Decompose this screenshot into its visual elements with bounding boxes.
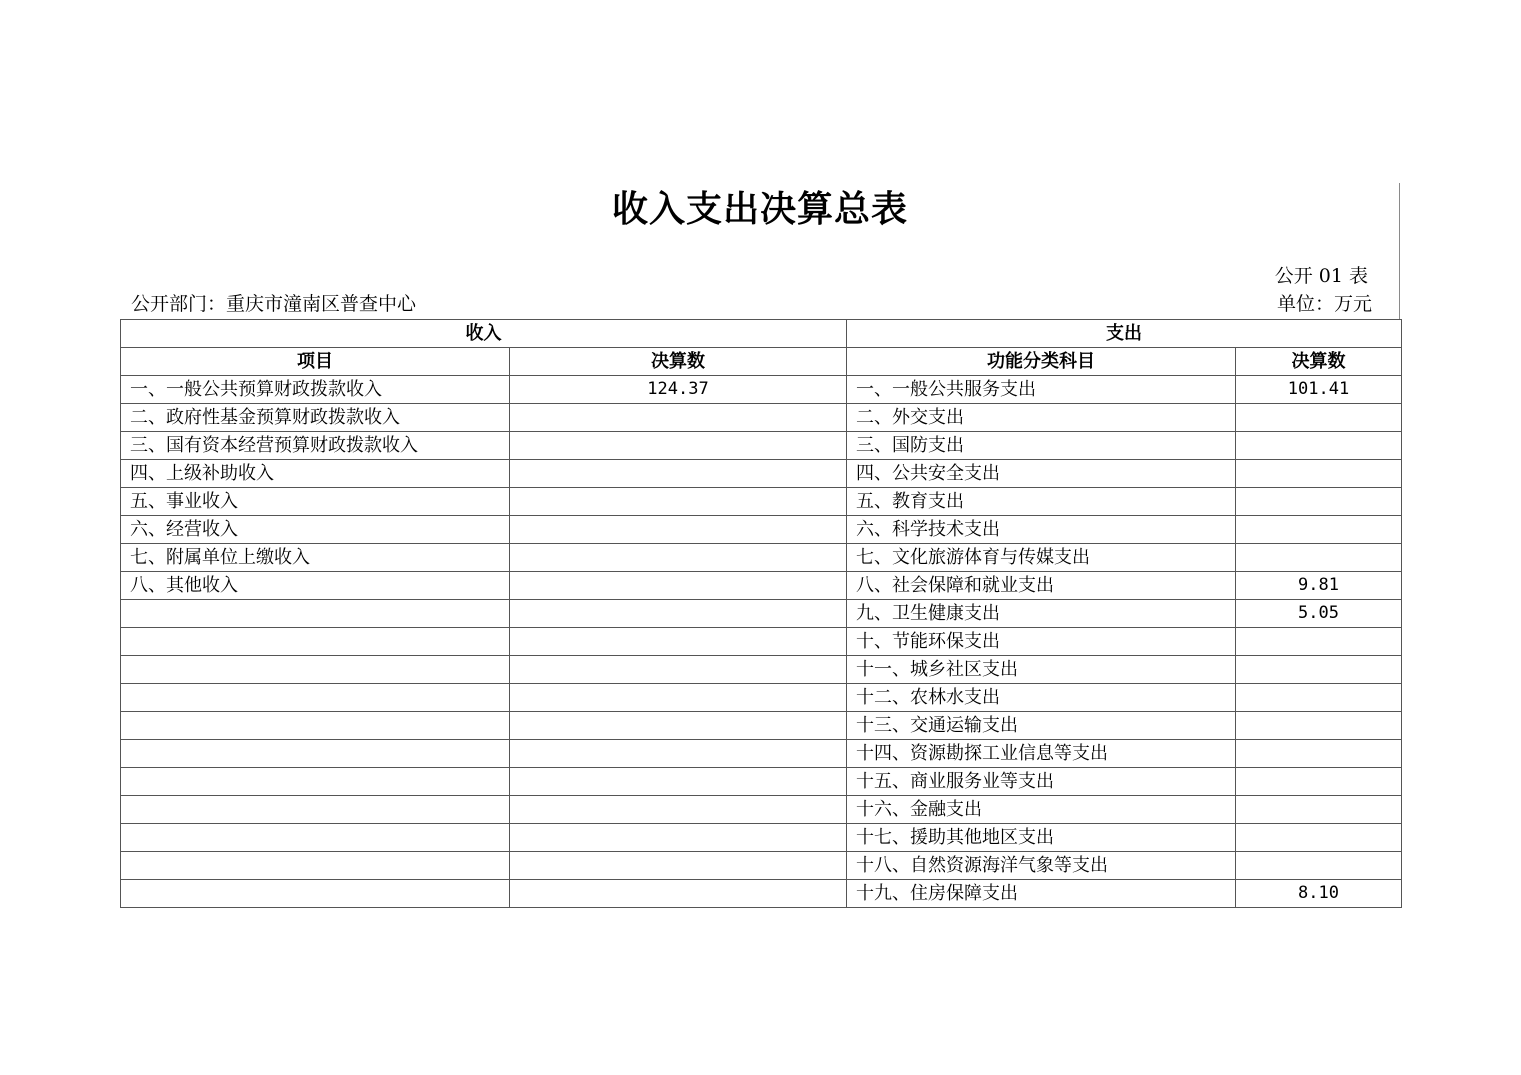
table-row: [121, 488, 1402, 516]
income-item-cell: 一、一般公共预算财政拨款收入: [121, 376, 510, 404]
table-row: [121, 460, 1402, 488]
table-row: [121, 824, 1402, 852]
income-amount-column-header: 决算数: [510, 348, 847, 376]
income-amount-cell: [510, 852, 847, 880]
expense-amount-cell: [1236, 488, 1402, 516]
expense-amount-cell: [1236, 740, 1402, 768]
table-row: [121, 432, 1402, 460]
income-item-cell: 二、政府性基金预算财政拨款收入: [121, 404, 510, 432]
income-item-cell: [121, 852, 510, 880]
expense-amount-cell: [1236, 656, 1402, 684]
expense-item-cell: 十、节能环保支出: [847, 628, 1236, 656]
expense-item-cell: 四、公共安全支出: [847, 460, 1236, 488]
expense-item-cell: 九、卫生健康支出: [847, 600, 1236, 628]
income-item-cell: 四、上级补助收入: [121, 460, 510, 488]
income-amount-cell: [510, 768, 847, 796]
expense-item-cell: 六、科学技术支出: [847, 516, 1236, 544]
expense-amount-cell: [1236, 628, 1402, 656]
expense-section-header: 支出: [847, 320, 1402, 348]
income-amount-cell: [510, 544, 847, 572]
table-row: [121, 516, 1402, 544]
income-item-cell: 六、经营收入: [121, 516, 510, 544]
income-item-cell: 三、国有资本经营预算财政拨款收入: [121, 432, 510, 460]
income-item-cell: [121, 684, 510, 712]
table-row: [121, 572, 1402, 600]
income-amount-cell: 124.37: [510, 376, 847, 404]
income-item-cell: [121, 824, 510, 852]
income-amount-cell: [510, 796, 847, 824]
income-expense-table: [120, 319, 1402, 908]
income-amount-cell: [510, 600, 847, 628]
expense-amount-cell: 9.81: [1236, 572, 1402, 600]
expense-item-cell: 十五、商业服务业等支出: [847, 768, 1236, 796]
table-row: [121, 684, 1402, 712]
expense-amount-cell: [1236, 404, 1402, 432]
income-amount-cell: [510, 572, 847, 600]
expense-item-cell: 五、教育支出: [847, 488, 1236, 516]
expense-item-cell: 十七、援助其他地区支出: [847, 824, 1236, 852]
table-row: [121, 740, 1402, 768]
expense-amount-cell: 5.05: [1236, 600, 1402, 628]
table-row: [121, 628, 1402, 656]
column-header-row: [121, 348, 1402, 376]
table-row: [121, 544, 1402, 572]
income-amount-cell: [510, 460, 847, 488]
expense-item-cell: 二、外交支出: [847, 404, 1236, 432]
expense-amount-cell: [1236, 460, 1402, 488]
income-item-cell: [121, 880, 510, 908]
expense-amount-cell: [1236, 516, 1402, 544]
expense-amount-cell: [1236, 852, 1402, 880]
expense-amount-cell: 101.41: [1236, 376, 1402, 404]
income-amount-cell: [510, 740, 847, 768]
expense-amount-cell: [1236, 432, 1402, 460]
expense-item-cell: 十二、农林水支出: [847, 684, 1236, 712]
expense-item-cell: 七、文化旅游体育与传媒支出: [847, 544, 1236, 572]
table-row: [121, 768, 1402, 796]
expense-item-cell: 八、社会保障和就业支出: [847, 572, 1236, 600]
expense-item-cell: 十八、自然资源海洋气象等支出: [847, 852, 1236, 880]
expense-amount-cell: [1236, 684, 1402, 712]
expense-item-cell: 十四、资源勘探工业信息等支出: [847, 740, 1236, 768]
income-amount-cell: [510, 684, 847, 712]
table-row: [121, 404, 1402, 432]
income-amount-cell: [510, 656, 847, 684]
income-section-header: 收入: [121, 320, 847, 348]
expense-amount-cell: [1236, 824, 1402, 852]
expense-amount-cell: [1236, 712, 1402, 740]
table-row: [121, 852, 1402, 880]
expense-amount-cell: [1236, 544, 1402, 572]
income-item-cell: [121, 740, 510, 768]
table-row: [121, 656, 1402, 684]
section-header-row: [121, 320, 1402, 348]
income-amount-cell: [510, 880, 847, 908]
unit-label: 单位：万元: [1276, 293, 1372, 315]
page-title: 收入支出决算总表: [611, 189, 908, 230]
table-row: [121, 600, 1402, 628]
income-amount-cell: [510, 488, 847, 516]
table-row: [121, 712, 1402, 740]
income-amount-cell: [510, 404, 847, 432]
income-item-cell: [121, 600, 510, 628]
income-item-cell: 八、其他收入: [121, 572, 510, 600]
income-amount-cell: [510, 516, 847, 544]
expense-item-column-header: 功能分类科目: [847, 348, 1236, 376]
table-row: [121, 880, 1402, 908]
expense-amount-cell: [1236, 796, 1402, 824]
income-item-cell: 七、附属单位上缴收入: [121, 544, 510, 572]
expense-item-cell: 一、一般公共服务支出: [847, 376, 1236, 404]
table-row: [121, 796, 1402, 824]
table-number: 公开 01 表: [1274, 265, 1368, 287]
income-amount-cell: [510, 824, 847, 852]
income-amount-cell: [510, 432, 847, 460]
income-item-cell: 五、事业收入: [121, 488, 510, 516]
expense-item-cell: 十九、住房保障支出: [847, 880, 1236, 908]
expense-item-cell: 十三、交通运输支出: [847, 712, 1236, 740]
income-amount-cell: [510, 628, 847, 656]
expense-item-cell: 十六、金融支出: [847, 796, 1236, 824]
income-item-cell: [121, 628, 510, 656]
income-item-cell: [121, 796, 510, 824]
expense-item-cell: 十一、城乡社区支出: [847, 656, 1236, 684]
income-item-cell: [121, 712, 510, 740]
income-amount-cell: [510, 712, 847, 740]
expense-amount-column-header: 决算数: [1236, 348, 1402, 376]
income-item-column-header: 项目: [121, 348, 510, 376]
expense-amount-cell: [1236, 768, 1402, 796]
expense-item-cell: 三、国防支出: [847, 432, 1236, 460]
expense-amount-cell: 8.10: [1236, 880, 1402, 908]
income-item-cell: [121, 656, 510, 684]
table-row: [121, 376, 1402, 404]
income-item-cell: [121, 768, 510, 796]
department-label: 公开部门：重庆市潼南区普查中心: [131, 293, 417, 315]
